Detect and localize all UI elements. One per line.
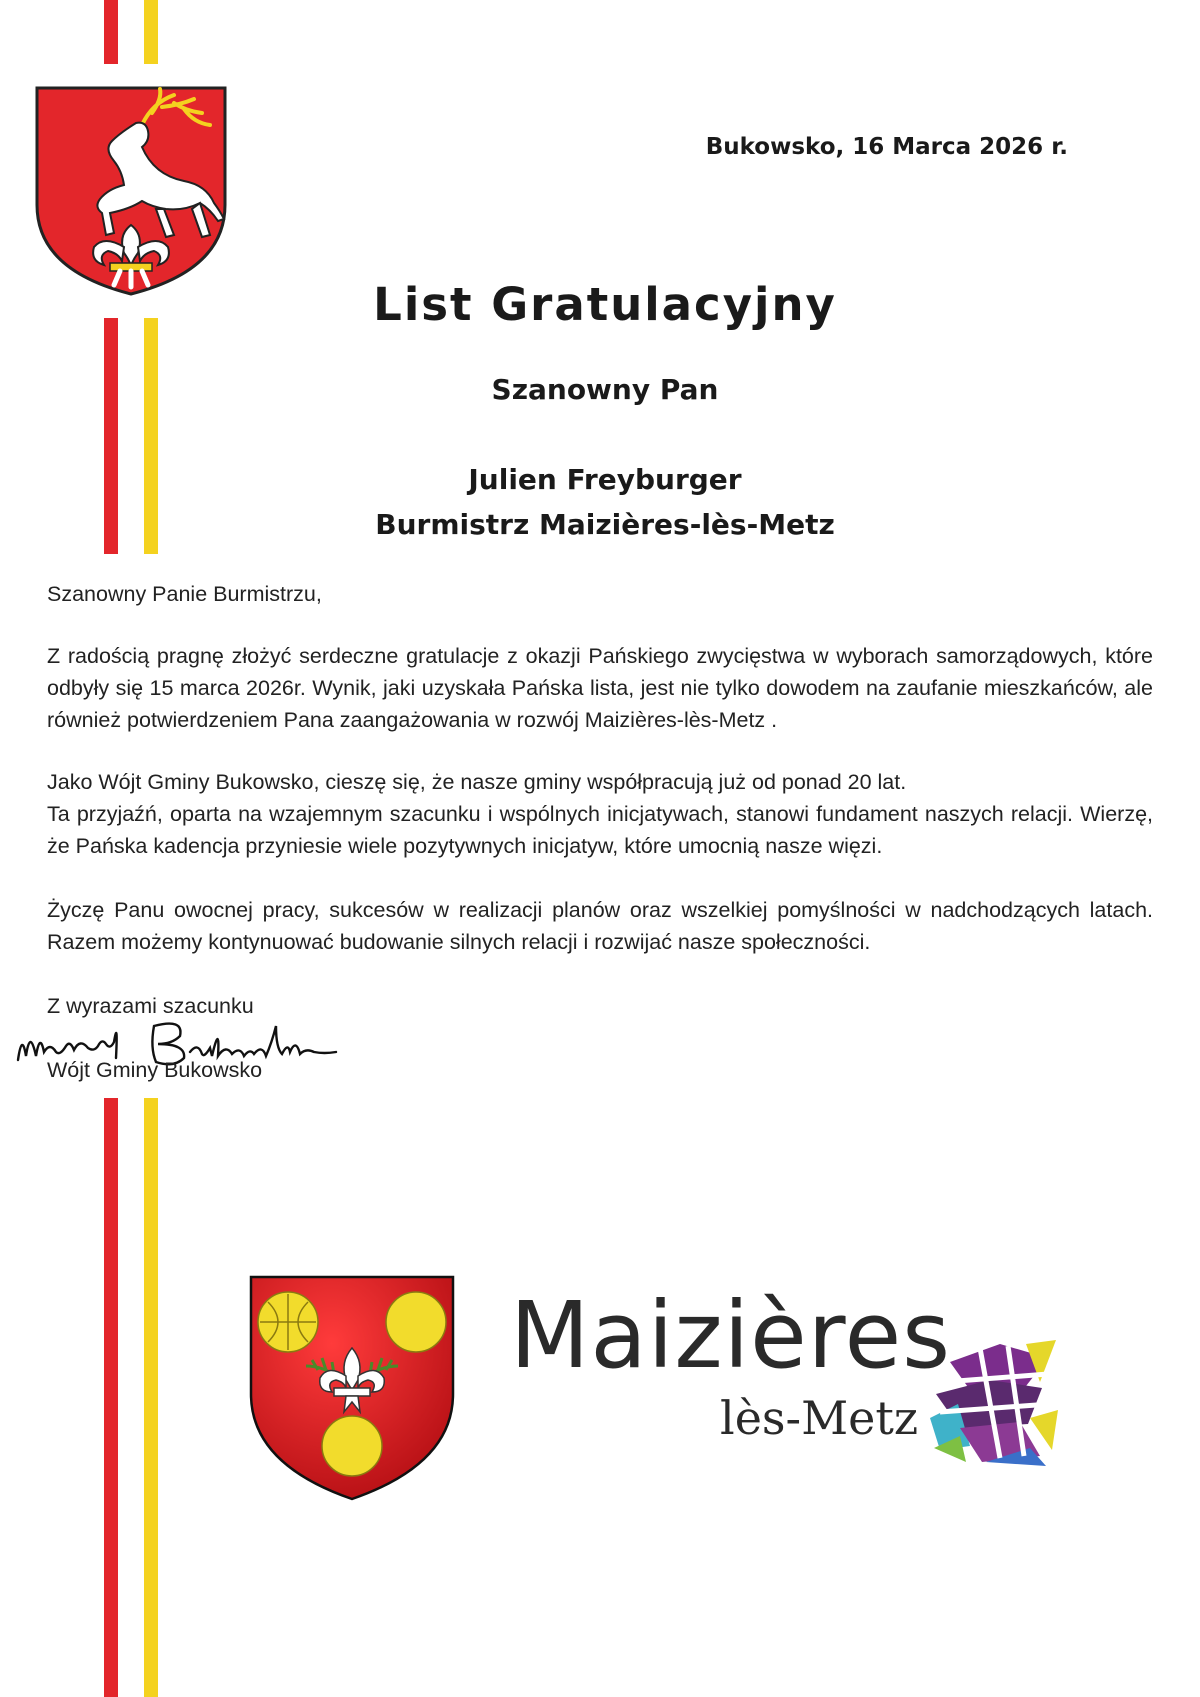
letter-title: List Gratulacyjny [373,278,837,331]
stripe-yellow-top [144,0,158,64]
paragraph-text: Z radością pragnę złożyć serdeczne gratulacje z okazji Pańskiego zwycięstwa w wyborach samorządowych, które odbyły się 15 marca 2026r. Wynik, jaki uzyskała Pańska lista, jest nie tylko dowodem na zaufanie mieszkańców, ale również potwierdzeniem Pana zaangażowania w rozwój Maizières-lès-Metz . [47,644,1153,732]
closing-text: Z wyrazami szacunku [47,994,254,1018]
stripe-red-top [104,0,118,64]
stripe-red-bottom [104,1098,118,1697]
paragraph-2 [47,766,1153,862]
stripe-yellow-bottom [144,1098,158,1697]
paragraph-text: Jako Wójt Gminy Bukowsko, cieszę się, że nasze gminy współpracują już od ponad 20 lat. [47,770,907,794]
greeting [47,578,1153,610]
date-line: Bukowsko, 16 Marca 2026 r. [705,134,1068,160]
maizieres-logo-mark-icon [930,1338,1060,1468]
recipient-name: Julien Freyburger [468,463,742,496]
recipient-role: Burmistrz Maizières-lès-Metz [375,508,835,541]
paragraph-text: Ta przyjaźń, oparta na wzajemnym szacunku i wspólnych inicjatywach, stanowi fundament naszych relacji. Wierzę, że Pańska kadencja przyniesie wiele pozytywnych inicjatyw, które umocnią nasze więzi. [47,802,1153,858]
signer-title: Wójt Gminy Bukowsko [47,1058,263,1082]
stripe-yellow-middle [144,318,158,554]
paragraph-3 [47,894,1153,958]
bukowsko-coat-of-arms-icon [34,85,228,297]
maizieres-coat-of-arms-icon [248,1274,456,1502]
stripe-red-middle [104,318,118,554]
paragraph-1 [47,640,1153,736]
maizieres-logo-main: Maizières [510,1282,952,1389]
salutation-top: Szanowny Pan [491,373,719,406]
signer [47,1054,1153,1086]
paragraph-text: Życzę Panu owocnej pracy, sukcesów w realizacji planów oraz wszelkiej pomyślności w nadchodzących latach. Razem możemy kontynuować budowanie silnych relacji i rozwijać nasze społeczności. [47,898,1153,954]
maizieres-logo-sub: lès-Metz [720,1391,919,1445]
greeting-text: Szanowny Panie Burmistrzu, [47,582,322,606]
